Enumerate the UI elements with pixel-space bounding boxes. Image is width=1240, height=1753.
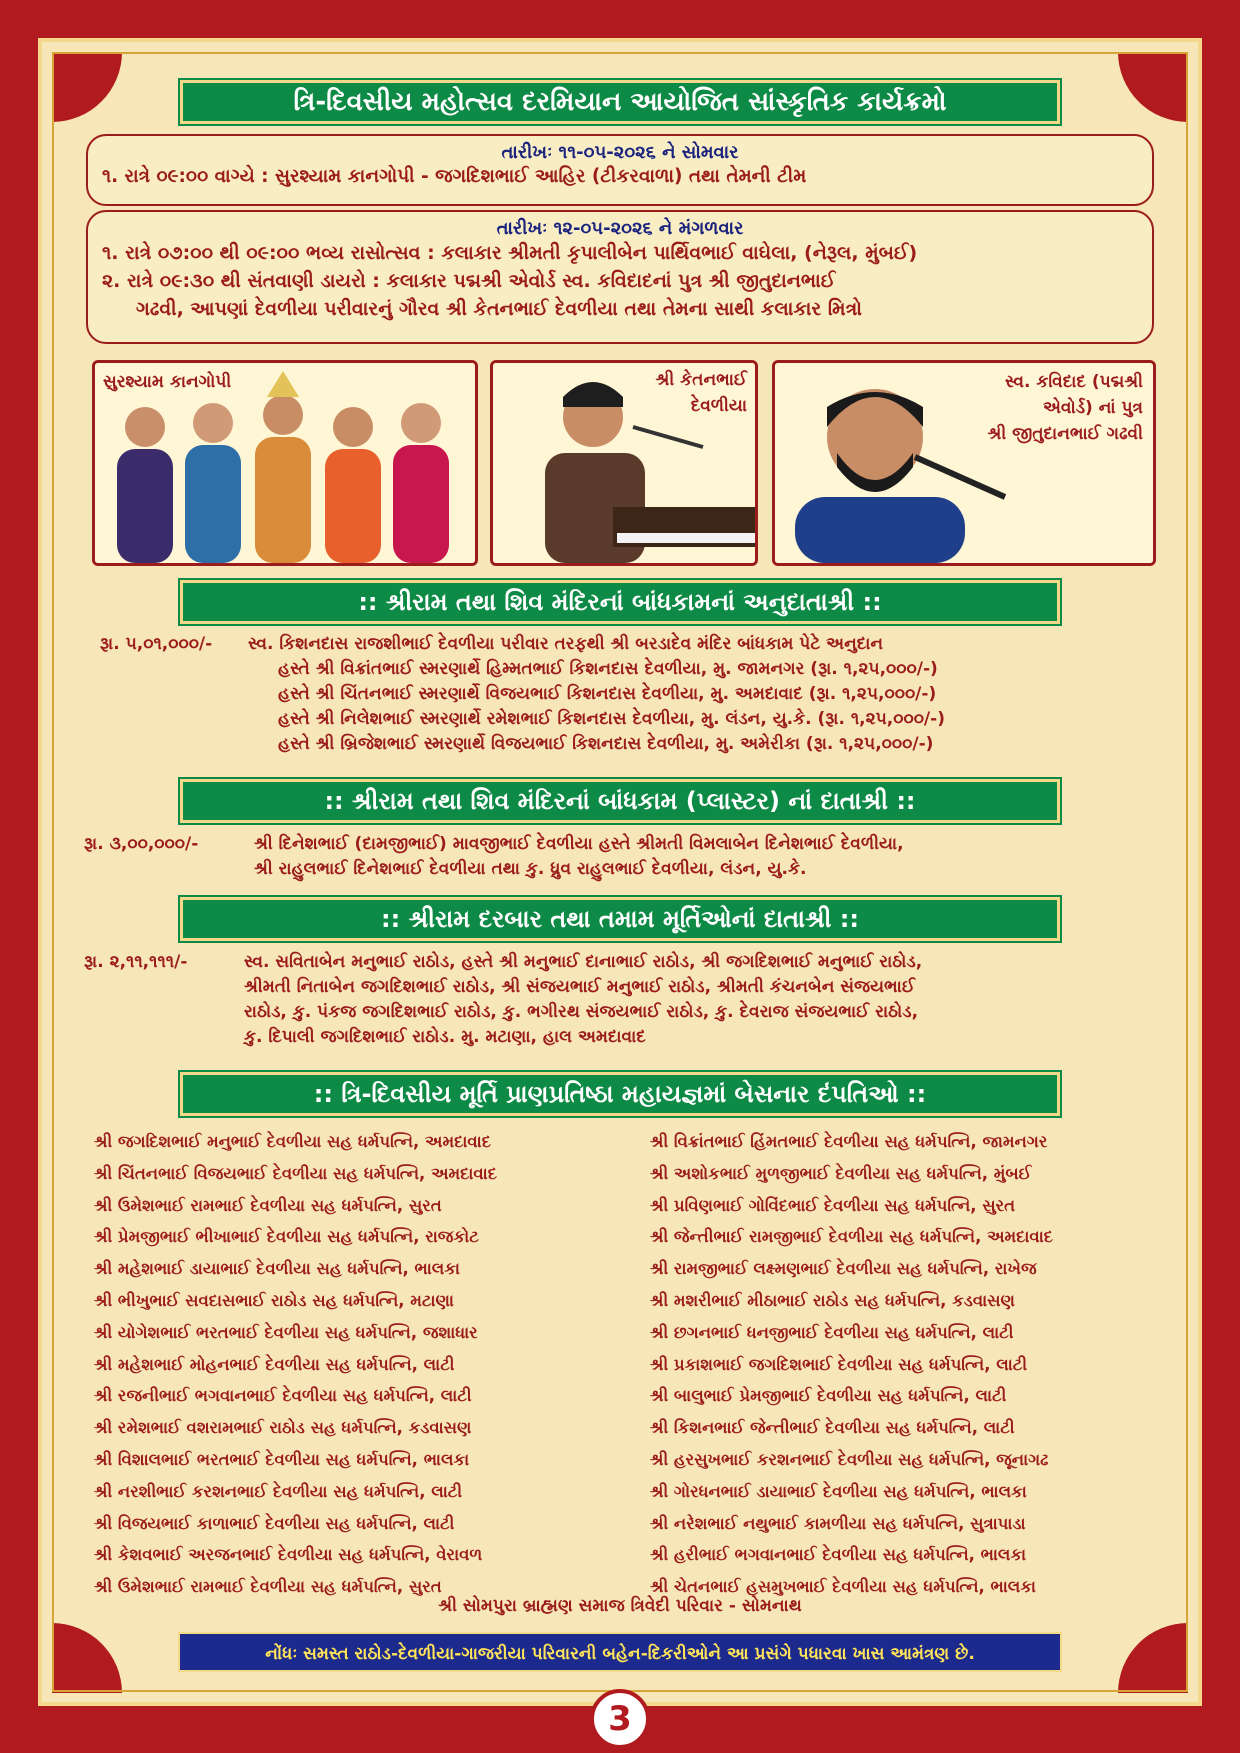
donor-lines <box>254 832 904 882</box>
couple-entry: શ્રી કિશનભાઈ જેન્તીભાઈ દેવળીયા સહ ધર્મપત્નિ, લાટી <box>650 1418 1015 1438</box>
couple-entry: શ્રી જેન્તીભાઈ રામજીભાઈ દેવળીયા સહ ધર્મપત્નિ, અમદાવાદ <box>650 1227 1053 1247</box>
couple-entry: શ્રી રામજીભાઈ લક્ષ્મણભાઈ દેવળીયા સહ ધર્મપત્નિ, રાખેજ <box>650 1259 1037 1279</box>
donor-line: સ્વ. સવિતાબેન મનુભાઈ રાઠોડ, હસ્તે શ્રી મનુભાઈ દાનાભાઈ રાઠોડ, શ્રી જગદિશભાઈ મનુભાઈ રાઠોડ, <box>244 952 923 972</box>
donor-line: શ્રી દિનેશભાઈ (દામજીભાઈ) માવજીભાઈ દેવળીયા હસ્તે શ્રીમતી વિમલાબેન દિનેશભાઈ દેવળીયા, <box>254 834 904 854</box>
couple-entry: શ્રી મહેશભાઈ મોહનભાઈ દેવળીયા સહ ધર્મપત્નિ, લાટી <box>94 1354 455 1374</box>
page-content <box>52 52 1188 1692</box>
program-title-ribbon: ત્રિ-દિવસીય મહોત્સવ દરમિયાન આયોજિત સાંસ્કૃતિક કાર્યક્રમો <box>180 80 1060 124</box>
couple-entry: શ્રી ઉમેશભાઈ રામભાઈ દેવળીયા સહ ધર્મપત્નિ, સુરત <box>94 1577 442 1597</box>
couples-column-left <box>94 1126 634 1603</box>
couple-entry: શ્રી વિક્રાંતભાઈ હિંમતભાઈ દેવળીયા સહ ધર્મપત્નિ, જામનગર <box>650 1132 1048 1151</box>
caption-line: સ્વ. કવિદાદ (પદ્મશ્રી <box>1004 372 1143 392</box>
section1-donors <box>100 632 1160 762</box>
couple-entry: શ્રી વિશાલભાઈ ભરતભાઈ દેવળીયા સહ ધર્મપત્નિ, ભાલકા <box>94 1449 470 1469</box>
day2-item-1: ૧. રાત્રે ૦૭:૦૦ થી ૦૯:૦૦ ભવ્ય રાસોત્સવ : કલાકાર શ્રીમતી કૃપાલીબેન પાર્થિવભાઈ વાઘેલા, (નેરૂલ, મુંબઈ) <box>102 242 918 264</box>
couple-entry: શ્રી અશોકભાઈ મુળજીભાઈ દેવળીયા સહ ધર્મપત્નિ, મુંબઈ <box>650 1163 1032 1183</box>
donation-amount: રૂા. ૩,૦૦,૦૦૦/- <box>84 834 199 854</box>
couple-entry: શ્રી નરેશભાઈ નથુભાઈ કામળીયા સહ ધર્મપત્નિ, સુત્રાપાડા <box>650 1513 1026 1533</box>
couple-entry: શ્રી યોગેશભાઈ ભરતભાઈ દેવળીયા સહ ધર્મપત્નિ, જશાધાર <box>94 1322 478 1342</box>
couple-entry: શ્રી જગદિશભાઈ મનુભાઈ દેવળીયા સહ ધર્મપત્નિ, અમદાવાદ <box>94 1132 491 1151</box>
couple-entry: શ્રી પ્રેમજીભાઈ ભીખાભાઈ દેવળીયા સહ ધર્મપત્નિ, રાજકોટ <box>94 1227 479 1247</box>
donor-line: રાઠોડ, કુ. પંકજ જગદિશભાઈ રાઠોડ, કુ. ભગીરથ સંજયભાઈ રાઠોડ, કુ. દેવરાજ સંજયભાઈ રાઠોડ, <box>244 1002 919 1022</box>
section2-donors <box>84 832 1164 886</box>
invitation-note: નોંધઃ સમસ્ત રાઠોડ-દેવળીયા-ગાજરીયા પરિવારની બહેન-દિકરીઓને આ પ્રસંગે પધારવા ખાસ આમંત્રણ છે. <box>178 1632 1062 1672</box>
couple-entry: શ્રી રજનીભાઈ ભગવાનભાઈ દેવળીયા સહ ધર્મપત્નિ, લાટી <box>94 1386 472 1406</box>
couples-column-right <box>650 1126 1190 1603</box>
donor-line: હસ્તે શ્રી ચિંતનભાઈ સ્મરણાર્થે વિજયભાઈ કિશનદાસ દેવળીયા, મુ. અમદાવાદ (રૂા. ૧,૨૫,૦૦૦/-) <box>278 684 937 704</box>
couple-entry: શ્રી હરસુખભાઈ કરશનભાઈ દેવળીયા સહ ધર્મપત્નિ, જૂનાગઢ <box>650 1449 1049 1469</box>
couple-entry: શ્રી પ્રવિણભાઈ ગોવિંદભાઈ દેવળીયા સહ ધર્મપત્નિ, સુરત <box>650 1195 1016 1215</box>
couple-entry: શ્રી મશરીભાઈ મીઠાભાઈ રાઠોડ સહ ધર્મપત્નિ, કડવાસણ <box>650 1290 1015 1310</box>
caption-line: એવોર્ડ) નાં પુત્ર <box>1042 398 1143 418</box>
donor-line: હસ્તે શ્રી વિક્રાંતભાઈ સ્મરણાર્થે હિમ્મતભાઈ કિશનદાસ દેવળીયા, મુ. જામનગર (રૂા. ૧,૨૫,૦૦૦/-) <box>278 659 938 679</box>
couple-entry: શ્રી હરીભાઈ ભગવાનભાઈ દેવળીયા સહ ધર્મપત્નિ, ભાલકા <box>650 1545 1027 1565</box>
donor-line: કુ. દિપાલી જગદિશભાઈ રાઠોડ. મુ. મટાણા, હાલ અમદાવાદ <box>244 1027 646 1047</box>
day1-item: ૧. રાત્રે ૦૯:૦૦ વાગ્યે : સુરશ્યામ કાનગોપી - જગદિશભાઈ આહિર (ટીકરવાળા) તથા તેમની ટીમ <box>102 166 807 187</box>
couple-entry: શ્રી ચિંતનભાઈ વિજયભાઈ દેવળીયા સહ ધર્મપત્નિ, અમદાવાદ <box>94 1163 497 1183</box>
donor-lines <box>248 632 945 757</box>
photo-jitudanbhai <box>772 360 1156 566</box>
day2-item-2: ૨. રાત્રે ૦૯:૩૦ થી સંતવાણી ડાયરો : કલાકાર પદ્મશ્રી એવોર્ડ સ્વ. કવિદાદનાં પુત્ર શ્રી જીતુદાનભાઈ <box>102 270 836 292</box>
couple-entry: શ્રી મહેશભાઈ ડાયાભાઈ દેવળીયા સહ ધર્મપત્નિ, ભાલકા <box>94 1259 460 1279</box>
couple-entry: શ્રી પ્રકાશભાઈ જગદિશભાઈ દેવળીયા સહ ધર્મપત્નિ, લાટી <box>650 1354 1028 1374</box>
day2-item-2-cont: ગઢવી, આપણાં દેવળીયા પરીવારનું ગૌરવ શ્રી કેતનભાઈ દેવળીયા તથા તેમના સાથી કલાકાર મિત્રો <box>136 298 863 320</box>
donor-line: શ્રીમતી નિતાબેન જગદિશભાઈ રાઠોડ, શ્રી સંજયભાઈ મનુભાઈ રાઠોડ, શ્રીમતી કંચનબેન સંજયભાઈ <box>244 977 915 997</box>
section1-title-ribbon: :: શ્રીરામ તથા શિવ મંદિરનાં બાંધકામનાં અનુદાતાશ્રી :: <box>180 580 1060 624</box>
donor-line: હસ્તે શ્રી નિલેશભાઈ સ્મરણાર્થે રમેશભાઈ કિશનદાસ દેવળીયા, મુ. લંડન, યુ.કે. (રૂા. ૧,૨૫,૦૦૦/-) <box>278 709 945 729</box>
couple-entry: શ્રી ભીખુભાઈ સવદાસભાઈ રાઠોડ સહ ધર્મપત્નિ, મટાણા <box>94 1290 454 1310</box>
section3-donors <box>84 950 1164 1060</box>
couple-entry: શ્રી ચેતનભાઈ હસમુખભાઈ દેવળીયા સહ ધર્મપત્નિ, ભાલકા <box>650 1577 1036 1597</box>
couple-entry: શ્રી રમેશભાઈ વશરામભાઈ રાઠોડ સહ ધર્મપત્નિ, કડવાસણ <box>94 1418 472 1438</box>
donation-amount: રૂા. ૨,૧૧,૧૧૧/- <box>84 952 188 972</box>
donor-lines <box>244 950 922 1050</box>
photo-kangopi <box>92 360 478 566</box>
section2-title-ribbon: :: શ્રીરામ તથા શિવ મંદિરનાં બાંધકામ (પ્લાસ્ટર) નાં દાતાશ્રી :: <box>180 779 1060 823</box>
somnath-family-line: શ્રી સોમપુરા બ્રાહ્મણ સમાજ ત્રિવેદી પરિવાર - સોમનાથ <box>438 1596 802 1616</box>
couple-entry: શ્રી વિજયભાઈ કાળાભાઈ દેવળીયા સહ ધર્મપત્નિ, લાટી <box>94 1513 455 1533</box>
day1-date: તારીખઃ ૧૧-૦૫-૨૦૨૬ ને સોમવાર <box>501 142 739 163</box>
day2-box <box>86 210 1154 344</box>
couple-entry: શ્રી નરશીભાઈ કરશનભાઈ દેવળીયા સહ ધર્મપત્નિ, લાટી <box>94 1481 463 1501</box>
section4-title-ribbon: :: ત્રિ-દિવસીય મૂર્તિ પ્રાણપ્રતિષ્ઠા મહાયજ્ઞમાં બેસનાર દંપતિઓ :: <box>180 1072 1060 1116</box>
photo-ketanbhai <box>490 360 758 566</box>
caption-line: શ્રી જીતુદાનભાઈ ગઢવી <box>987 424 1143 444</box>
photo-caption <box>656 367 747 419</box>
section3-title-ribbon: :: શ્રીરામ દરબાર તથા તમામ મૂર્તિઓનાં દાતાશ્રી :: <box>180 897 1060 941</box>
donor-line: સ્વ. કિશનદાસ રાજશીભાઈ દેવળીયા પરીવાર તરફથી શ્રી બરડાદેવ મંદિર બાંધકામ પેટે અનુદાન <box>248 634 884 654</box>
donor-line: શ્રી રાહુલભાઈ દિનેશભાઈ દેવળીયા તથા કુ. ધ્રુવ રાહુલભાઈ દેવળીયા, લંડન, યુ.કે. <box>254 859 807 879</box>
caption-line: દેવળીયા <box>690 396 747 416</box>
day2-date: તારીખઃ ૧૨-૦૫-૨૦૨૬ ને મંગળવાર <box>496 218 744 239</box>
photo-caption <box>987 369 1143 447</box>
couple-entry: શ્રી ગોરધનભાઈ ડાયાભાઈ દેવળીયા સહ ધર્મપત્નિ, ભાલકા <box>650 1481 1027 1501</box>
page-number: 3 <box>590 1689 650 1749</box>
photo-caption: સુરશ્યામ કાનગોપી <box>103 372 232 392</box>
day1-box <box>86 134 1154 206</box>
couple-entry: શ્રી કેશવભાઈ અરજનભાઈ દેવળીયા સહ ધર્મપત્નિ, વેરાવળ <box>94 1545 483 1565</box>
couple-entry: શ્રી છગનભાઈ ધનજીભાઈ દેવળીયા સહ ધર્મપત્નિ, લાટી <box>650 1322 1014 1342</box>
couple-entry: શ્રી ઉમેશભાઈ રામભાઈ દેવળીયા સહ ધર્મપત્નિ, સુરત <box>94 1195 442 1215</box>
donor-line: હસ્તે શ્રી બ્રિજેશભાઈ સ્મરણાર્થે વિજયભાઈ કિશનદાસ દેવળીયા, મુ. અમેરીકા (રૂા. ૧,૨૫,૦૦૦/-) <box>278 734 934 754</box>
donation-amount: રૂા. ૫,૦૧,૦૦૦/- <box>100 634 213 654</box>
couple-entry: શ્રી બાલુભાઈ પ્રેમજીભાઈ દેવળીયા સહ ધર્મપત્નિ, લાટી <box>650 1386 1007 1406</box>
caption-line: શ્રી કેતનભાઈ <box>655 370 747 390</box>
